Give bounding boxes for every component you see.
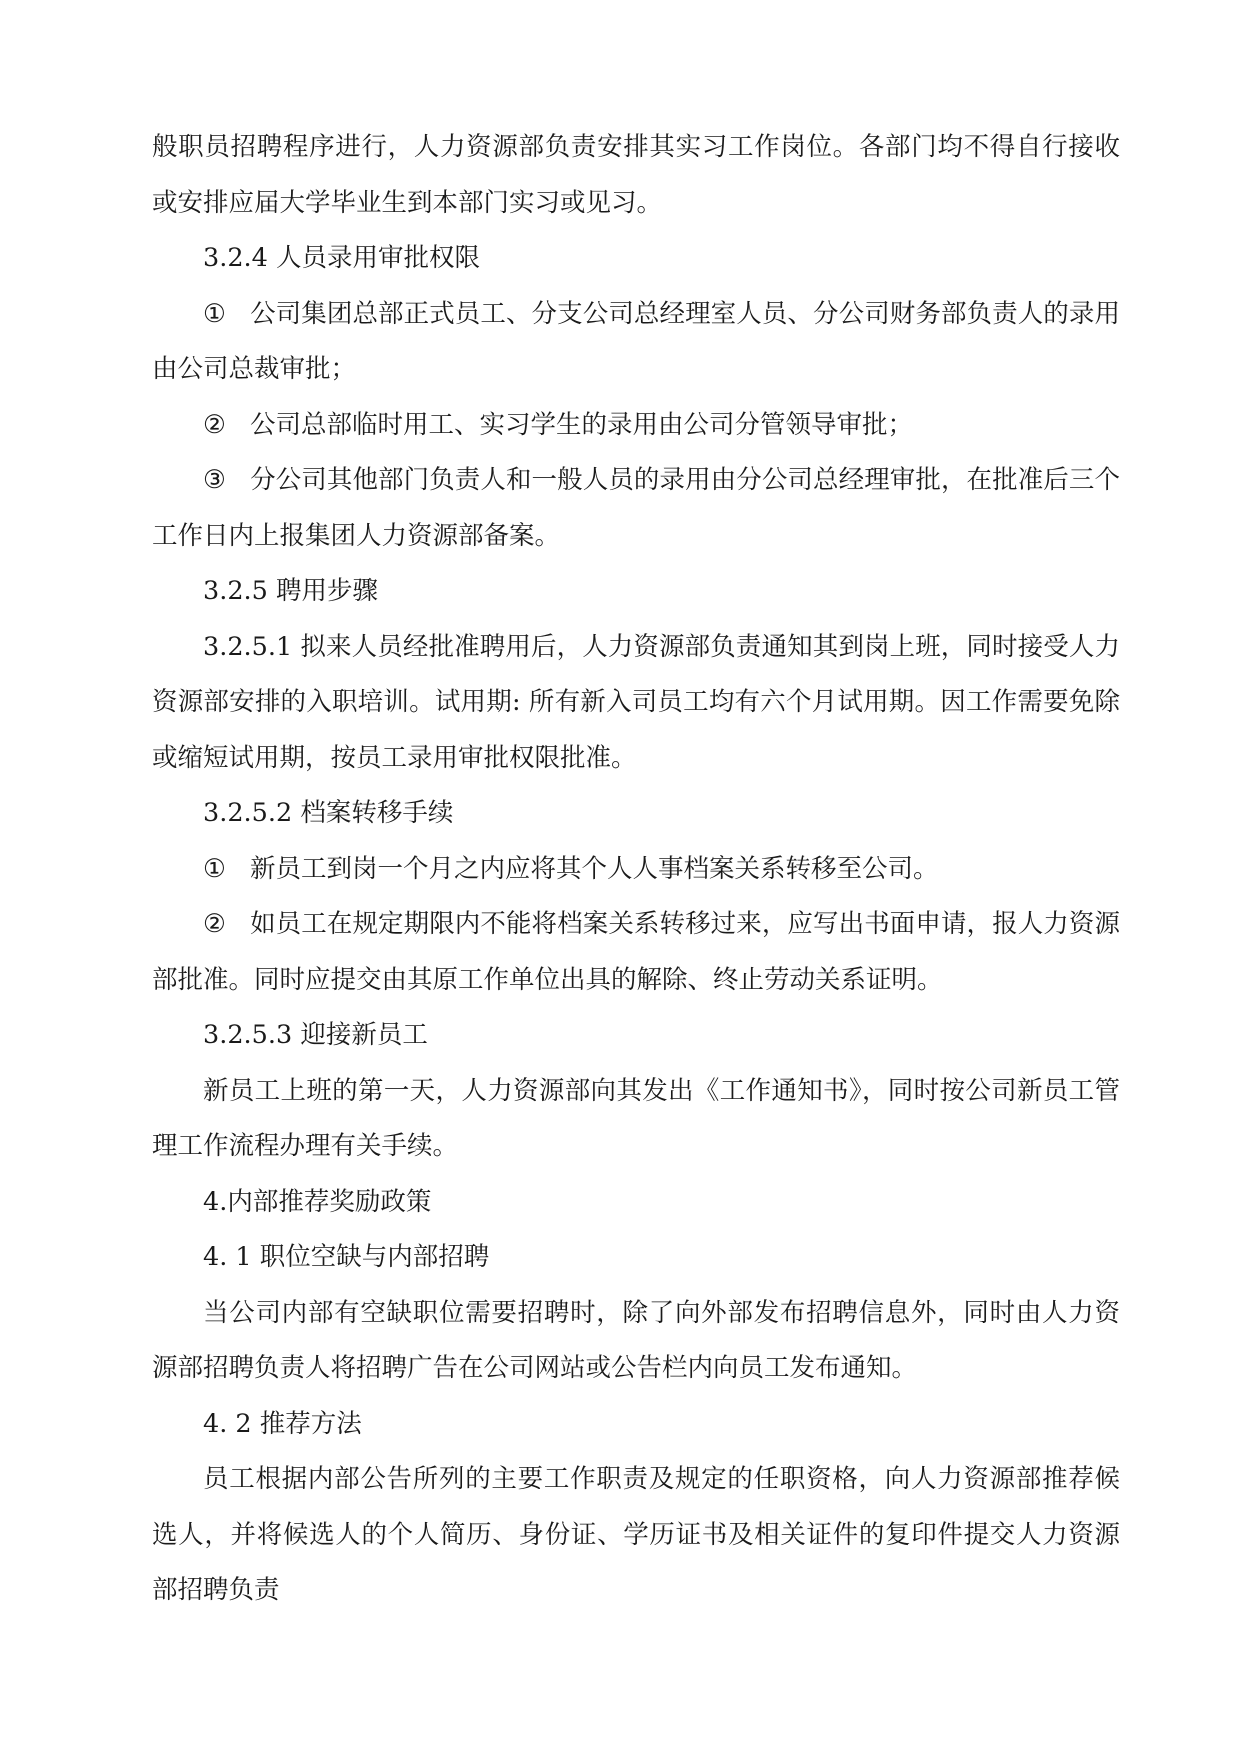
heading-4-2: 4. 2 推荐方法 <box>203 1408 362 1439</box>
heading-3-2-5-3: 3.2.5.3 迎接新员工 <box>203 1020 428 1050</box>
list-item-text: 公司集团总部正式员工、分支公司总经理室人员、分公司财务部负责人的录用由公司总裁审批； <box>152 298 1120 384</box>
heading-3-2-5: 3.2.5 聘用步骤 <box>203 576 378 606</box>
paragraph-continued: 般职员招聘程序进行，人力资源部负责安排其实习工作岗位。各部门均不得自行接收或安排应届大学毕业生到本部门实习或见习。 <box>152 132 1120 218</box>
list-item-number: ① <box>203 298 226 329</box>
list-item-number: ② <box>203 409 226 440</box>
list-item <box>152 453 1120 564</box>
paragraph-new-employee: 新员工上班的第一天，人力资源部向其发出《工作通知书》，同时按公司新员工管理工作流程办理有关手续。 <box>152 1075 1120 1161</box>
list-item-text: 分公司其他部门负责人和一般人员的录用由分公司总经理审批，在批准后三个工作日内上报集团人力资源部备案。 <box>152 465 1120 551</box>
list-item <box>152 842 1120 898</box>
list-item <box>152 398 1120 454</box>
paragraph-3-2-5-1: 3.2.5.1 拟来人员经批准聘用后，人力资源部负责通知其到岗上班，同时接受人力资源部安排的入职培训。试用期: 所有新入司员工均有六个月试用期。因工作需要免除或缩短试用期，按员工录用审批权限批准。 <box>152 631 1120 773</box>
heading-4-1: 4. 1 职位空缺与内部招聘 <box>203 1242 490 1272</box>
heading-3-2-5-2: 3.2.5.2 档案转移手续 <box>203 798 454 828</box>
list-item-number: ① <box>203 853 226 884</box>
heading-4: 4.内部推荐奖励政策 <box>203 1186 432 1217</box>
document-body <box>152 120 1120 1619</box>
list-item-text: 新员工到岗一个月之内应将其个人人事档案关系转移至公司。 <box>250 853 939 884</box>
list-item-number: ③ <box>203 465 226 495</box>
list-item <box>152 287 1120 398</box>
list-item-text: 公司总部临时用工、实习学生的录用由公司分管领导审批； <box>250 409 914 440</box>
heading-3-2-4: 3.2.4 人员录用审批权限 <box>203 243 480 273</box>
list-item <box>152 897 1120 1008</box>
paragraph-recommend: 员工根据内部公告所列的主要工作职责及规定的任职资格，向人力资源部推荐候选人，并将候选人的个人简历、身份证、学历证书及相关证件的复印件提交人力资源部招聘负责 <box>152 1464 1120 1605</box>
list-item-number: ② <box>203 909 226 939</box>
paragraph-vacancy: 当公司内部有空缺职位需要招聘时，除了向外部发布招聘信息外，同时由人力资源部招聘负责人将招聘广告在公司网站或公告栏内向员工发布通知。 <box>152 1297 1120 1383</box>
list-item-text: 如员工在规定期限内不能将档案关系转移过来，应写出书面申请，报人力资源部批准。同时应提交由其原工作单位出具的解除、终止劳动关系证明。 <box>152 909 1120 995</box>
